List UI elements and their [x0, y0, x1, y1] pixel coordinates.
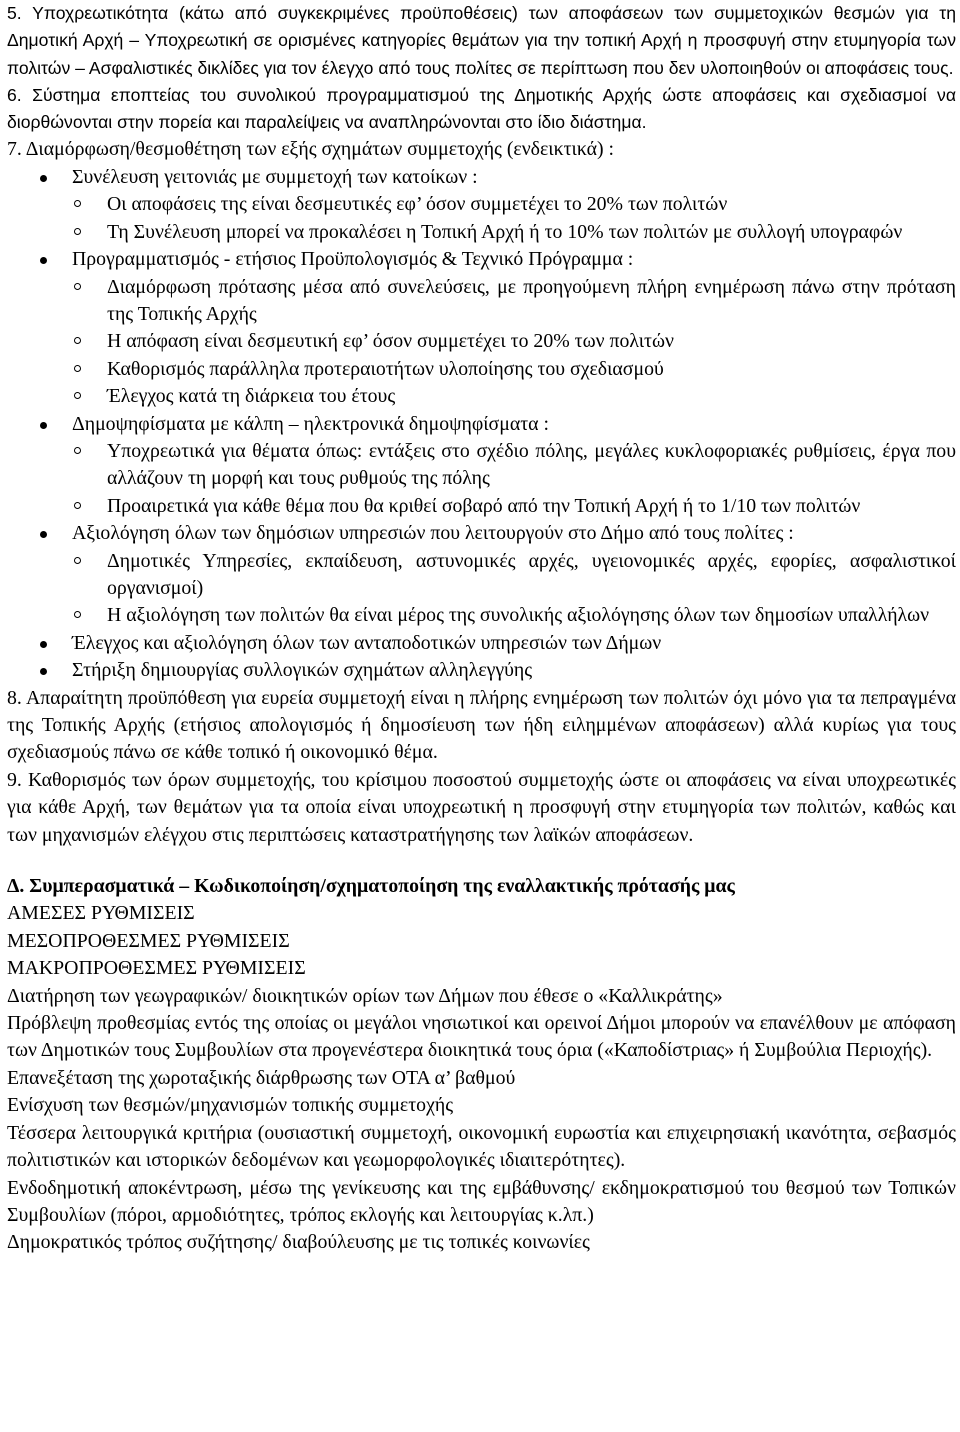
sub-list-item — [7, 602, 956, 629]
paragraph-5: 5. Υποχρεωτικότητα (κάτω από συγκεκριμένες προϋποθέσεις) των αποφάσεων των συμμετοχικών θεσμών για τη Δημοτική Αρχή – Υποχρεωτική σε ορισμένες κατηγορίες θεμάτων για την τοπική Αρχή η προσφυγή στην ετυμηγορία των πολιτών – Ασφαλιστικές δικλίδες για τον έλεγχο από τους πολίτες σε περίπτωση που δεν υλοποιηθούν οι αποφάσεις τους. — [7, 3, 956, 78]
list-item — [7, 411, 956, 438]
paragraph-9: 9. Καθορισμός των όρων συμμετοχής, του κρίσιμου ποσοστού συμμετοχής ώστε οι αποφάσεις να είναι υποχρεωτικές για κάθε Αρχή, των θεμάτων για τα οποία είναι υποχρεωτική η προσφυγή στην ετυμηγορία των πολιτών, καθώς και των μηχανισμών ελέγχου στις περιπτώσεις καταστρατήγησης των λαϊκών αποφάσεων. — [7, 768, 956, 846]
participation-schemes-list — [7, 164, 956, 685]
sub-list-item — [7, 493, 956, 520]
section-line: ΑΜΕΣΕΣ ΡΥΘΜΙΣΕΙΣ — [7, 902, 195, 925]
sub-list-item — [7, 548, 956, 603]
sub-list-item — [7, 219, 956, 246]
list-item — [7, 164, 956, 191]
list-item — [7, 246, 956, 273]
sub-list-item — [7, 274, 956, 329]
sub-list-item — [7, 191, 956, 218]
bullet-icon — [40, 175, 47, 182]
sub-list-item-text: Δημοτικές Υπηρεσίες, εκπαίδευση, αστυνομικές αρχές, υγειονομικές αρχές, εφορίες, ασφαλιστικοί οργανισμοί) — [107, 549, 956, 599]
sub-list-item — [7, 328, 956, 355]
list-item-text: Στήριξη δημιουργίας συλλογικών σχημάτων αλληλεγγύης — [72, 659, 533, 682]
bullet-icon — [40, 668, 47, 675]
section-line: ΜΕΣΟΠΡΟΘΕΣΜΕΣ ΡΥΘΜΙΣΕΙΣ — [7, 929, 290, 952]
sub-list-item-text: Η απόφαση είναι δεσμευτική εφ’ όσον συμμετέχει το 20% των πολιτών — [107, 330, 674, 353]
sub-list-item — [7, 383, 956, 410]
section-line: Επανεξέταση της χωροταξικής διάρθρωσης των ΟΤΑ α’ βαθμού — [7, 1066, 516, 1089]
circle-bullet-icon — [74, 392, 81, 399]
sub-list-item-text: Καθορισμός παράλληλα προτεραιοτήτων υλοποίησης του σχεδιασμού — [107, 357, 664, 380]
list-item — [7, 520, 956, 547]
sub-list-item-text: Διαμόρφωση πρότασης μέσα από συνελεύσεις, με προηγούμενη πλήρη ενημέρωση πάνω στην πρόταση της Τοπικής Αρχής — [107, 275, 956, 325]
section-line: Ενδοδημοτική αποκέντρωση, μέσω της γενίκευσης και της εμβάθυνσης/ εκδημοκρατισμού του θεσμού των Τοπικών Συμβουλίων (πόροι, αρμοδιότητες, τρόπος εκλογής και λειτουργίας κ.λπ.) — [7, 1176, 956, 1226]
section-line: Διατήρηση των γεωγραφικών/ διοικητικών ορίων των Δήμων που έθεσε ο «Καλλικράτης» — [7, 984, 723, 1007]
paragraph-8: 8. Απαραίτητη προϋπόθεση για ευρεία συμμετοχή είναι η πλήρης ενημέρωση των πολιτών όχι μόνο για τα πεπραγμένα της Τοπικής Αρχής (ετήσιος απολογισμός ή δημοσίευση των ήδη ειλημμένων αποφάσεων) αλλά κυρίως για τους σχεδιασμούς πάνω σε κάθε τοπικό ή οικονομικό θέμα. — [7, 686, 956, 764]
list-item — [7, 657, 956, 684]
sub-list-item-text: Οι αποφάσεις της είναι δεσμευτικές εφ’ όσον συμμετέχει το 20% των πολιτών — [107, 193, 728, 216]
sub-list-item-text: Τη Συνέλευση μπορεί να προκαλέσει η Τοπική Αρχή ή το 10% των πολιτών με συλλογή υπογραφών — [107, 220, 903, 243]
circle-bullet-icon — [74, 447, 81, 454]
section-line: Ενίσχυση των θεσμών/μηχανισμών τοπικής συμμετοχής — [7, 1094, 454, 1117]
bullet-icon — [40, 422, 47, 429]
circle-bullet-icon — [74, 365, 81, 372]
paragraph-6: 6. Σύστημα εποπτείας του συνολικού προγραμματισμού της Δημοτικής Αρχής ώστε αποφάσεις και σχεδιασμοί να διορθώνονται στην πορεία και παραλείψεις να αναπληρώνονται στο ίδιο διάστημα. — [7, 84, 956, 133]
circle-bullet-icon — [74, 283, 81, 290]
sub-list-item — [7, 438, 956, 493]
paragraph-7: 7. Διαμόρφωση/θεσμοθέτηση των εξής σχημάτων συμμετοχής (ενδεικτικά) : — [7, 138, 615, 161]
section-line: Δημοκρατικός τρόπος συζήτησης/ διαβούλευσης με τις τοπικές κοινωνίες — [7, 1231, 590, 1254]
bullet-icon — [40, 641, 47, 648]
sub-list-item-text: Έλεγχος κατά τη διάρκεια του έτους — [107, 385, 396, 408]
circle-bullet-icon — [74, 337, 81, 344]
sub-list-item-text: Η αξιολόγηση των πολιτών θα είναι μέρος της συνολικής αξιολόγησης όλων των δημοσίων υπαλλήλων — [107, 604, 930, 627]
section-heading: Δ. Συμπερασματικά – Κωδικοποίηση/σχηματοποίηση της εναλλακτικής πρότασής μας — [7, 875, 735, 898]
list-item-text: Δημοψηφίσματα με κάλπη – ηλεκτρονικά δημοψηφίσματα : — [72, 412, 549, 435]
section-line: Τέσσερα λειτουργικά κριτήρια (ουσιαστική συμμετοχή, οικονομική ευρωστία και επιχειρησιακή ικανότητα, σεβασμός πολιτιστικών και ιστορικών δεδομένων και γεωμορφολογικές ιδιαιτερότητες). — [7, 1121, 956, 1172]
section-line: Πρόβλεψη προθεσμίας εντός της οποίας οι μεγάλοι νησιωτικοί και ορεινοί Δήμοι μπορούν να επανέλθουν με απόφαση των Δημοτικών τους Συμβουλίων στα προγενέστερα διοικητικά τους όρια («Καποδίστριας» ή Συμβούλια Περιοχής). — [7, 1012, 956, 1062]
circle-bullet-icon — [74, 200, 81, 207]
list-item — [7, 630, 956, 657]
sub-list-item-text: Υποχρεωτικά για θέματα όπως: εντάξεις στο σχέδιο πόλης, μεγάλες κυκλοφοριακές ρυθμίσεις, έργα που αλλάζουν τη μορφή και τους ρυθμούς της πόλης — [107, 439, 956, 490]
list-item-text: Συνέλευση γειτονιάς με συμμετοχή των κατοίκων : — [72, 165, 478, 188]
list-item-text: Προγραμματισμός - ετήσιος Προϋπολογισμός & Τεχνικό Πρόγραμμα : — [72, 248, 634, 271]
circle-bullet-icon — [74, 557, 81, 564]
sub-list-item — [7, 356, 956, 383]
circle-bullet-icon — [74, 502, 81, 509]
sub-list-item-text: Προαιρετικά για κάθε θέμα που θα κριθεί σοβαρό από την Τοπική Αρχή ή το 1/10 των πολιτών — [107, 494, 861, 517]
bullet-icon — [40, 257, 47, 264]
circle-bullet-icon — [74, 228, 81, 235]
list-item-text: Έλεγχος και αξιολόγηση όλων των ανταποδοτικών υπηρεσιών των Δήμων — [72, 631, 662, 654]
list-item-text: Αξιολόγηση όλων των δημόσιων υπηρεσιών που λειτουργούν στο Δήμο από τους πολίτες : — [72, 522, 794, 545]
bullet-icon — [40, 531, 47, 538]
section-line: ΜΑΚΡΟΠΡΟΘΕΣΜΕΣ ΡΥΘΜΙΣΕΙΣ — [7, 957, 306, 980]
circle-bullet-icon — [74, 611, 81, 618]
